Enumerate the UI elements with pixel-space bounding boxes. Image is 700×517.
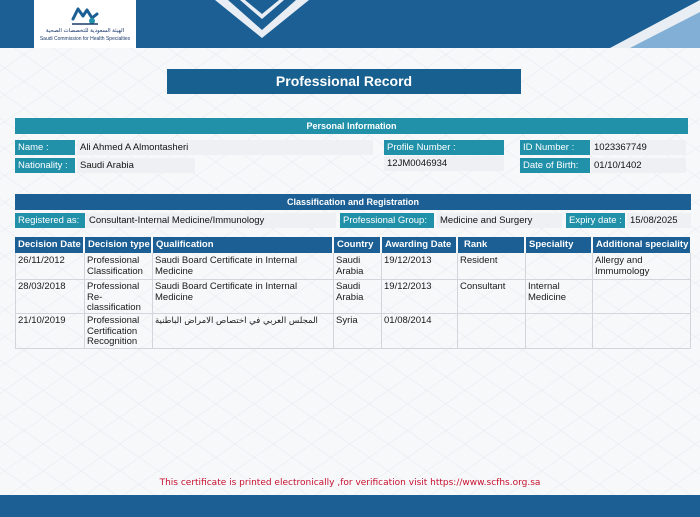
col-header-additional-speciality: Additional speciality	[593, 237, 690, 253]
cell-qualification: Saudi Board Certificate in Internal Medicine	[155, 281, 298, 303]
dob-label: Date of Birth:	[520, 158, 590, 173]
cell-qualification: المجلس العربي في اختصاص الامراض الباطنية	[155, 316, 318, 326]
cell-additional-speciality	[593, 314, 689, 318]
col-header-decision-type: Decision type	[85, 237, 151, 253]
cell-awarding-date: 19/12/2013	[384, 281, 432, 292]
cell-decision-date: 21/10/2019	[18, 315, 66, 326]
cell-additional-speciality	[593, 280, 689, 284]
expiry-date-label: Expiry date :	[566, 213, 625, 228]
id-number-value: 1023367749	[591, 140, 686, 155]
id-number-label: ID Number :	[520, 140, 590, 155]
col-header-rank: Rank	[458, 237, 524, 253]
profile-number-value: 12JM0046934	[384, 156, 504, 171]
classification-header: Classification and Registration	[15, 194, 691, 210]
cell-decision-type: Professional Re-classification	[87, 281, 141, 313]
name-value: Ali Ahmed A Almontasheri	[77, 140, 373, 155]
col-header-country: Country	[334, 237, 380, 253]
cell-decision-type: Professional Certification Recognition	[87, 315, 140, 347]
verification-note: This certificate is printed electronically ,for verification visit https://www.scfhs.org.sa	[159, 478, 541, 488]
cell-awarding-date: 01/08/2014	[384, 315, 432, 326]
cell-speciality	[526, 314, 591, 318]
logo-name-english: Saudi Commission for Health Specialties	[39, 36, 131, 42]
cell-decision-date: 26/11/2012	[18, 255, 65, 266]
cell-additional-speciality: Allergy and Immumology	[595, 255, 650, 277]
col-header-decision-date: Decision Date	[15, 237, 83, 253]
cell-rank: Resident	[460, 255, 498, 266]
page-title: Professional Record	[167, 69, 521, 94]
cell-awarding-date: 19/12/2013	[384, 255, 432, 266]
cell-country: Saudi Arabia	[336, 281, 364, 303]
professional-group-value: Medicine and Surgery	[437, 213, 562, 228]
nationality-value: Saudi Arabia	[77, 158, 195, 173]
cell-speciality: Internal Medicine	[528, 281, 567, 303]
cell-country: Syria	[336, 315, 358, 326]
personal-info-header: Personal Information	[15, 118, 688, 134]
bottom-footer-band	[0, 495, 700, 517]
cell-qualification: Saudi Board Certificate in Internal Medicine	[155, 255, 298, 277]
scfhs-logo	[34, 0, 136, 48]
col-header-speciality: Speciality	[526, 237, 591, 253]
name-label: Name :	[15, 140, 75, 155]
col-header-awarding-date: Awarding Date	[382, 237, 456, 253]
registered-as-label: Registered as:	[15, 213, 85, 228]
dob-value: 01/10/1402	[591, 158, 686, 173]
col-header-qualification: Qualification	[153, 237, 332, 253]
registered-as-value: Consultant-Internal Medicine/Immunology	[86, 213, 336, 228]
nationality-label: Nationality :	[15, 158, 75, 173]
professional-group-label: Professional Group:	[340, 213, 434, 228]
profile-number-label: Profile Number :	[384, 140, 504, 155]
logo-name-arabic: الهيئة السعودية للتخصصات الصحية	[45, 28, 125, 34]
logo-emblem-icon	[70, 5, 100, 27]
cell-speciality	[526, 254, 591, 258]
cell-rank	[458, 314, 524, 318]
cell-rank: Consultant	[460, 281, 506, 292]
cell-decision-type: Professional Classification	[87, 255, 143, 277]
cell-country: Saudi Arabia	[336, 255, 364, 277]
expiry-date-value: 15/08/2025	[627, 213, 691, 228]
cell-decision-date: 28/03/2018	[18, 281, 66, 292]
